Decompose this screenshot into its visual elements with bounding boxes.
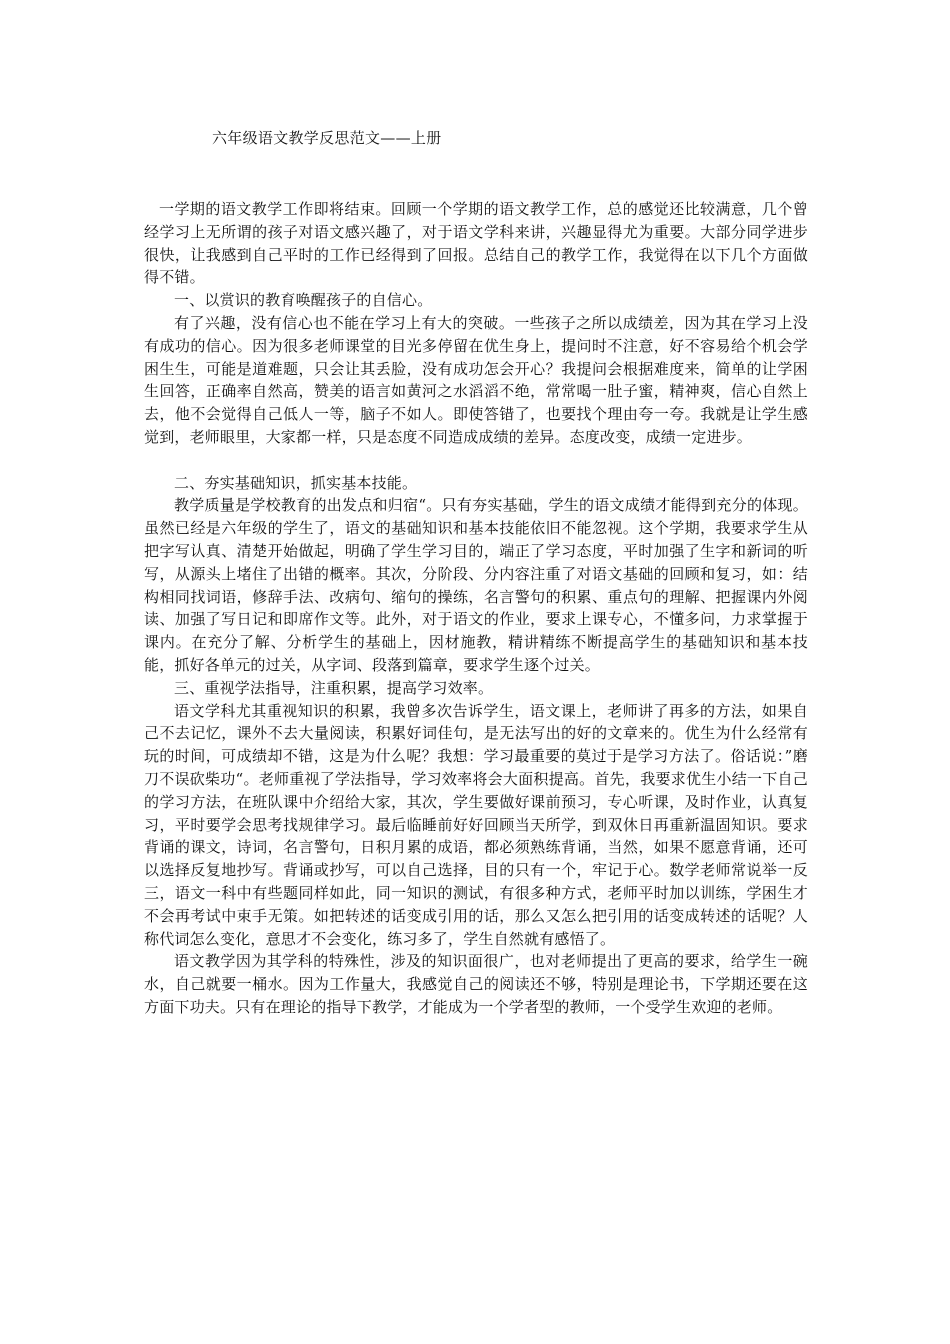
section-heading-3: 三、重视学法指导，注重积累，提高学习效率。 [174, 678, 494, 697]
closing-paragraph: 语文教学因为其学科的特殊性，涉及的知识面很广，也对老师提出了更高的要求，给学生一碗水，自己就要一桶水。因为工作量大，我感觉自己的阅读还不够，特别是理论书，下学期还要在这方面下功夫。只有在理论的指导下教学，才能成为一个学者型的教师，一个受学生欢迎的老师。 [144, 952, 808, 1016]
section-heading-2: 二、夯实基础知识，抓实基本技能。 [174, 473, 418, 492]
document-title: 六年级语文教学反思范文——上册 [212, 129, 442, 147]
section-paragraph-3: 语文学科尤其重视知识的积累，我曾多次告诉学生，语文课上，老师讲了再多的方法，如果自己不去记忆，课外不去大量阅读，积累好词佳句，是无法写出的好的文章来的。优生为什么经常有玩的时间，可成绩却不错，这是为什么呢？我想：学习最重要的莫过于是学习方法了。俗话说：”磨刀不误砍柴功“。老师重视了学法指导，学习效率将会大面积提高。首先，我要求优生小结一下自己的学习方法，在班队课中介绍给大家，其次，学生要做好课前预习，专心听课，及时作业，认真复习，平时要学会思考找规律学习。最后临睡前好好回顾当天所学，到双休日再重新温固知识。要求背诵的课文，诗词，名言警句，日积月累的成语，都必须熟练背诵，当然，如果不愿意背诵，还可以选择反复地抄写。背诵或抄写，可以自己选择，目的只有一个，牢记于心。数学老师常说举一反三，语文一科中有些题同样如此，同一知识的测试，有很多种方式，老师平时加以训练，学困生才不会再考试中束手无策。如把转述的话变成引用的话，那么又怎么把引用的话变成转述的话呢？人称代词怎么变化，意思才不会变化，练习多了，学生自然就有感悟了。 [144, 701, 808, 948]
section-heading-1: 一、以赏识的教育唤醒孩子的自信心。 [174, 291, 433, 310]
section-paragraph-1: 有了兴趣，没有信心也不能在学习上有大的突破。一些孩子之所以成绩差，因为其在学习上没有成功的信心。因为很多老师课堂的目光多停留在优生身上，提问时不注意，好不容易给个机会学困生生，可能是道难题，只会让其丢脸，没有成功怎会开心？我提问会根据难度来，简单的让学困生回答，正确率自然高，赞美的语言如黄河之水滔滔不绝，常常喝一肚子蜜，精神爽，信心自然上去，他不会觉得自己低人一等，脑子不如人。即使答错了，也要找个理由夸一夸。我就是让学生感觉到，老师眼里，大家都一样，只是态度不同造成成绩的差异。态度改变，成绩一定进步。 [144, 313, 808, 446]
document-body [144, 198, 808, 1019]
section-paragraph-2: 教学质量是学校教育的出发点和归宿“。只有夯实基础，学生的语文成绩才能得到充分的体现。虽然已经是六年级的学生了，语文的基础知识和基本技能依旧不能忽视。这个学期，我要求学生从把字写认真、清楚开始做起，明确了学生学习目的，端正了学习态度，平时加强了生字和新词的听写，从源头上堵住了出错的概率。其次，分阶段、分内容注重了对语文基础的回顾和复习，如：结构相同找词语，修辞手法、改病句、缩句的操练，名言警句的积累、重点句的理解、把握课内外阅读、加强了写日记和即席作文等。此外，对于语文的作业，要求上课专心，不懂多问，力求掌握于课内。在充分了解、分析学生的基础上，因材施教，精讲精练不断提高学生的基础知识和基本技能，抓好各单元的过关，从字词、段落到篇章，要求学生逐个过关。 [144, 496, 808, 674]
intro-paragraph: 一学期的语文教学工作即将结束。回顾一个学期的语文教学工作，总的感觉还比较满意，几个曾经学习上无所谓的孩子对语文感兴趣了，对于语文学科来讲，兴趣显得尤为重要。大部分同学进步很快，让我感到自己平时的工作已经得到了回报。总结自己的教学工作，我觉得在以下几个方面做得不错。 [144, 200, 808, 287]
